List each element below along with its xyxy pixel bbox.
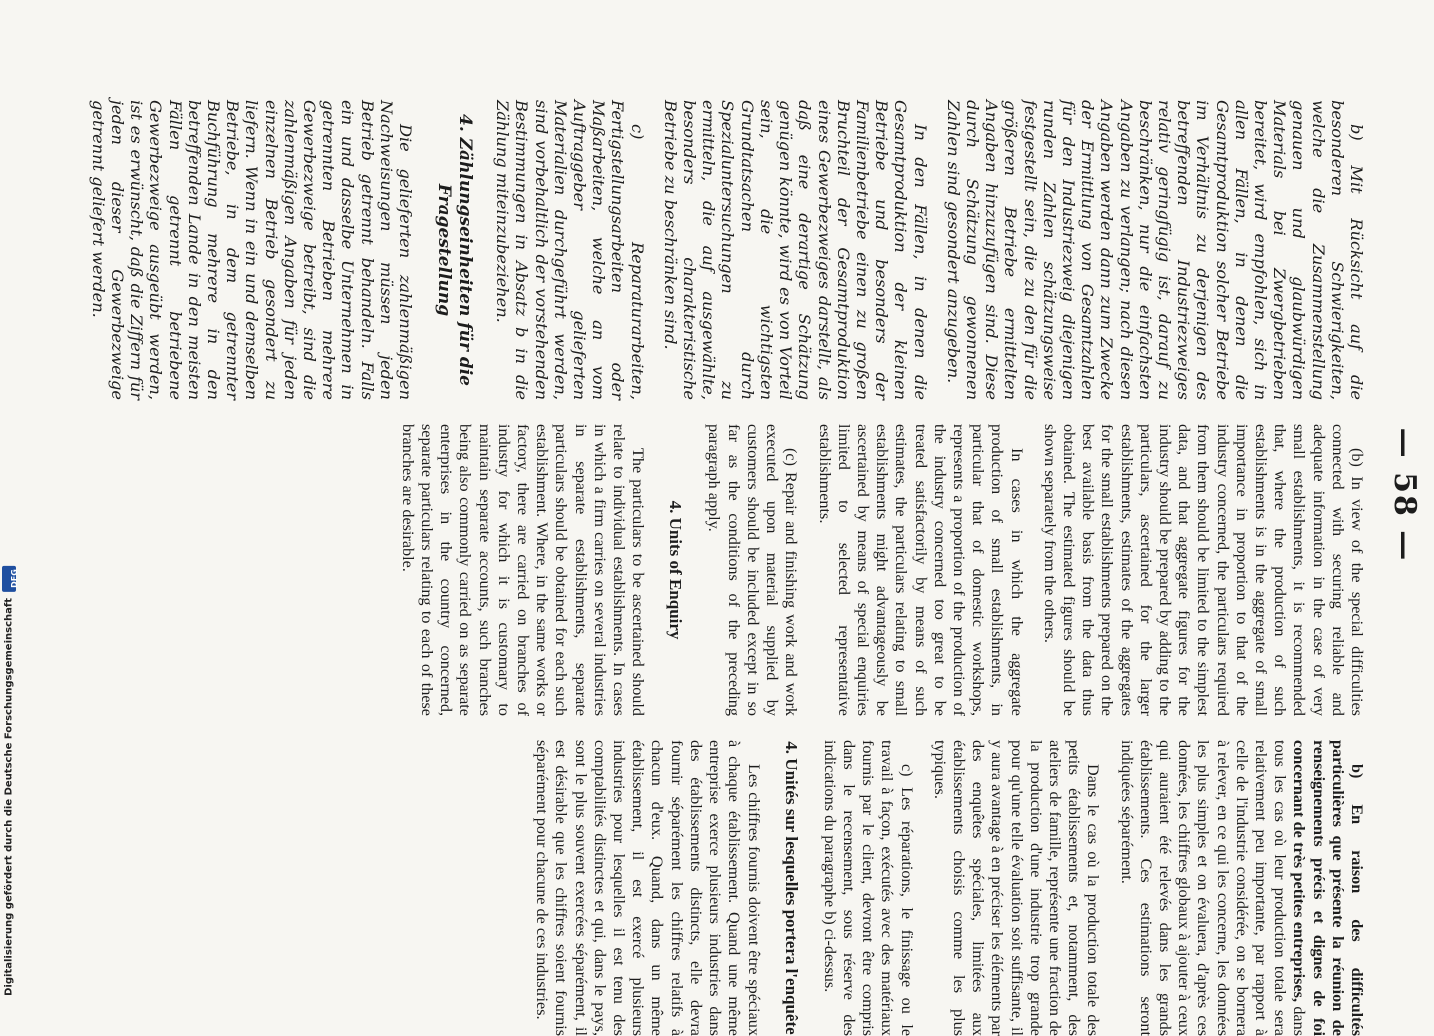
english-paragraph-c: (c) Repair and finishing work and work executed upon material supplied by customers should be included except in so far as the conditions of the preceding paragraph apply. xyxy=(705,424,801,716)
french-paragraph-b-bold: b) En raison des difficultés particulières que présente la réunion de renseignements précis et dignes de foi concernant de très petites entreprises, xyxy=(1290,740,1366,1036)
german-paragraph-small-establishments: In den Fällen, in denen die Gesamtproduktion der kleinen Betriebe und besonders der Familienbetriebe einen zu großen Bruchteil der Gesamtproduktion eines Gewerbezweiges darstellt, als daß eine derartige Schätzung genügen könnte, wird es von Vorteil sein, die wichtigsten Grundtatsachen durch Spezialuntersuchungen zu ermitteln, die auf ausgewählte, besonders charakteristische Betriebe zu beschränken sind. xyxy=(660,100,930,400)
english-section-heading: 4. Units of Enquiry xyxy=(666,500,686,640)
german-paragraph-b: b) Mit Rücksicht auf die besonderen Schwierigkeiten, welche die Zusammenstellung genauen und glaubwürdigen Materials bei Zwergbetrieben bereitet, wird empfohlen, sich in allen Fällen, in denen die Gesamtproduktion solcher Betriebe im Verhältnis zu derjenigen des betreffenden Industriezweiges relativ geringfügig ist, darauf zu beschränken, nur die einfachsten Angaben zu verlangen; nach diesen Angaben werden dann zum Zwecke der Ermittlung von Gesamtzahlen für den Industriezweig diejenigen runden Zahlen schätzungsweise festgestellt sein, die zu den für die größeren Betriebe ermittelten Angaben hinzuzufügen sind. Diese durch Schätzung gewonnenen Zahlen sind gesondert anzugeben. xyxy=(943,100,1366,400)
german-paragraph-c: c) Reparaturarbeiten, Fertigstellungsarbeiten oder Maßarbeiten, welche an vom Auftraggeber gelieferten Materialien durchgeführt werden, sind vorbehaltlich der vorstehenden Bestimmungen in Absatz b in die Zählung miteinzubeziehen. xyxy=(493,100,647,400)
english-paragraph-b: (b) In view of the special difficulties connected with securing reliable and adequate information in the case of very small establishments, it is recommended that, where the production of such establishments is in the aggregate of small importance in proportion to that of the industry concerned, the particulars required from them should be limited to the simplest data, and that aggregate figures for the industry should be prepared by adding to the particulars, ascertained for the larger establishments, estimates of the aggregates for the small establishments prepared on the best available basis from the data thus obtained. The estimated figures should be shown separately from the others. xyxy=(1040,424,1366,716)
page-number: — 58 — xyxy=(1387,427,1422,563)
french-section-heading: 4. Unités sur lesquelles portera l'enquête xyxy=(781,741,801,1035)
credit-text: Digitalisierung gefördert durch die Deutsche Forschungsgemeinschaft xyxy=(3,598,15,996)
german-column xyxy=(75,100,1366,400)
french-paragraph-small-establishments: Dans le cas où la production totale des petits établissements et, notamment, des ateliers de famille, représente une fraction de la production d'une industrie trop grande pour qu'une telle évaluation soit suffisante, il y aura avantage à en préciser les éléments par des enquêtes spéciales, limitées aux établissements choisis comme les plus typiques. xyxy=(930,740,1103,1036)
english-paragraph-units: The particulars to be ascertained should relate to individual establishments. In cases in which a firm carries on several industries in separate establishments, separate particulars should be obtained for each such establishment. Where, in the same works or factory, there are carried on branches of industry for which it is customary to maintain separate accounts, such branches being also commonly carried on as separate enterprises in the country concerned, separate particulars relating to each of these branches are desirable. xyxy=(398,424,648,716)
digitization-credit xyxy=(0,562,18,1000)
french-paragraph-units: Les chiffres fournis doivent être spéciaux à chaque établissement. Quand une même entreprise exerce plusieurs industries dans des établissements distincts, elle devra fournir séparément les chiffres relatifs à chacun d'eux. Quand, dans un même établissement, il est exercé plusieurs industries pour lesquelles il est tenu des comptabilités distinctes et qui, dans le pays, sont le plus souvent exercées séparément, il est désirable que les chiffres soient fournis séparément pour chacune de ces industries. xyxy=(533,740,763,1036)
french-paragraph-b-rest: dans tous les cas où leur production totale sera relativement peu importante, par rapport à celle de l'industrie considérée, on se bornera à relever, en ce qui les concerne, les données les plus simples et on évaluera, d'après ces données, les chiffres globaux à ajouter à ceux qui auraient été relevés dans les grands établissements. Ces estimations seront indiquées séparément. xyxy=(1117,740,1309,1036)
german-section-heading: 4. Zählungseinheiten für die Fragestellung xyxy=(434,113,476,386)
german-paragraph-units: Die gelieferten zahlenmäßigen Nachweisungen müssen jeden Betrieb getrennt behandeln. Falls ein und dasselbe Unternehmen in getrennten Betrieben mehrere Gewerbezweige betreibt, sind die zahlenmäßigen Angaben für jeden einzelnen Betrieb gesondert zu liefern. Wenn in ein und demselben Betriebe, in dem getrennter Buchführung mehrere in den betreffenden Lande in den meisten Fällen getrennt betriebene Gewerbezweige ausgeübt werden, ist es erwünscht, daß die Ziffern für jeden dieser Gewerbezweige getrennt geliefert werden. xyxy=(88,100,416,400)
english-paragraph-small-establishments: In cases in which the aggregate production of small establishments, in particular that of domestic workshops, represents a proportion of the production of the industry concerned too great to be treated satisfactorily by means of such estimates, the particulars relating to small establishments might advantageously be ascertained by means of special enquiries limited to selected representative establishments. xyxy=(815,424,1026,716)
french-paragraph-c: c) Les réparations, le finissage ou le travail à façon, exécutés avec des matériaux fournis par le client, devront être compris dans le recensement, sous réserve des indications du paragraphe b) ci-dessus. xyxy=(820,740,916,1036)
dfg-logo-icon: DFG xyxy=(2,566,16,592)
french-column xyxy=(518,740,1366,1036)
english-column xyxy=(384,424,1366,716)
french-paragraph-b xyxy=(1116,740,1366,1036)
